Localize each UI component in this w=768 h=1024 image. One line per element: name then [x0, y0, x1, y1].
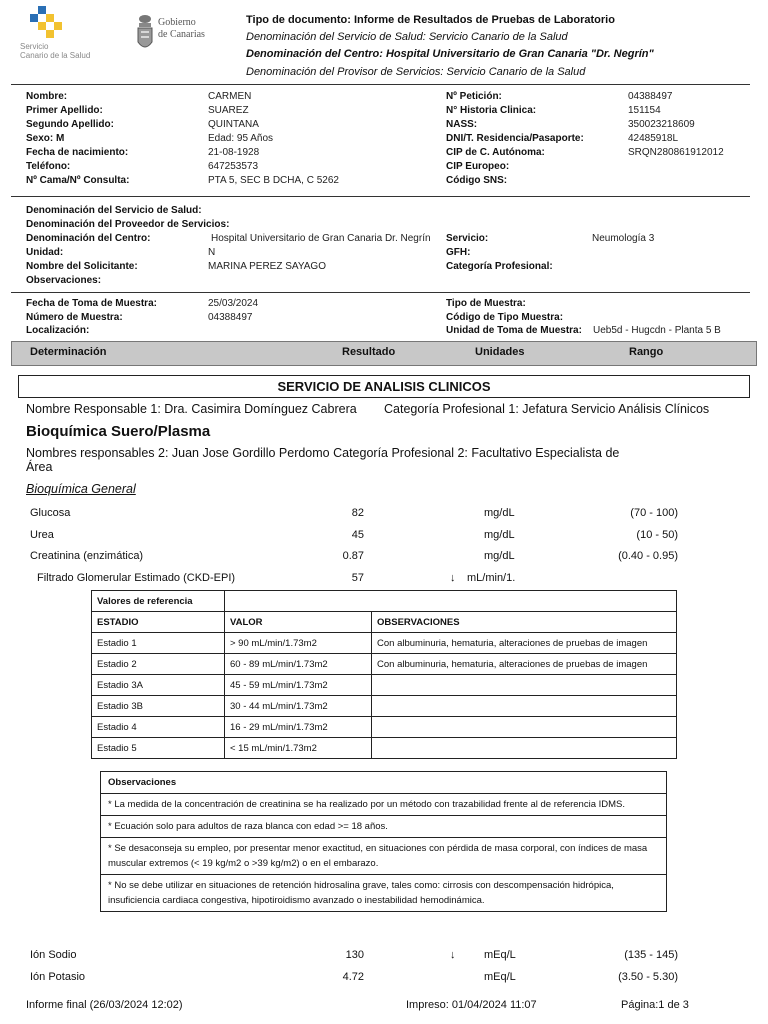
table-row — [101, 875, 667, 912]
unit-label: Unidad: — [26, 247, 64, 258]
requester-value: MARINA PEREZ SAYAGO — [208, 261, 326, 272]
patient-field-value: QUINTANA — [208, 119, 259, 130]
test-unit: mEq/L — [484, 971, 516, 983]
patient-field-label: Primer Apellido: — [26, 105, 103, 116]
divider — [11, 84, 750, 85]
page-number: Página:1 de 3 — [621, 999, 689, 1011]
gobierno-canarias-logo — [136, 12, 216, 56]
patient-field-value: 21-08-1928 — [208, 147, 260, 158]
test-name: Creatinina (enzimática) — [30, 550, 144, 562]
column-determinacion: Determinación — [30, 346, 107, 358]
table-row — [92, 633, 677, 654]
test-name: Urea — [30, 529, 54, 541]
patient-field-value: 151154 — [628, 105, 661, 116]
sample-number-label: Número de Muestra: — [26, 312, 123, 323]
test-name: Ión Potasio — [30, 971, 86, 983]
section-subtitle: Bioquímica Suero/Plasma — [26, 423, 211, 440]
table-cell: Estadio 4 — [92, 717, 225, 738]
table-cell: Estadio 3B — [92, 696, 225, 717]
table-row — [92, 696, 677, 717]
professional-category-1: Categoría Profesional 1: Jefatura Servicio Análisis Clínicos — [384, 402, 710, 416]
test-result: 82 — [351, 507, 364, 519]
table-cell — [372, 696, 677, 717]
test-result: 57 — [351, 572, 364, 584]
test-name: Ión Sodio — [30, 949, 77, 961]
test-range: (3.50 - 5.30) — [618, 971, 678, 983]
responsibles-2-line2: Área — [26, 460, 53, 474]
patient-field-label: Segundo Apellido: — [26, 119, 114, 130]
table-cell: 45 - 59 mL/min/1.73m2 — [225, 675, 372, 696]
gfh-label: GFH: — [446, 247, 471, 258]
patient-field-value: 04388497 — [628, 91, 673, 102]
table-cell — [225, 591, 372, 612]
test-name: Filtrado Glomerular Estimado (CKD-EPI) — [37, 572, 236, 584]
table-header: OBSERVACIONES — [372, 612, 677, 633]
logo-square — [54, 22, 62, 30]
sample-type-code-label: Código de Tipo Muestra: — [446, 312, 564, 323]
patient-field-value: 350023218609 — [628, 119, 695, 130]
test-range: (70 - 100) — [630, 507, 678, 519]
logo-square — [38, 6, 46, 14]
logo-square — [46, 14, 54, 22]
responsible-1: Nombre Responsable 1: Dra. Casimira Domínguez Cabrera — [26, 402, 357, 416]
document-type: Tipo de documento: Informe de Resultados de Pruebas de Laboratorio — [246, 14, 615, 26]
sample-date-value: 25/03/2024 — [208, 298, 259, 309]
patient-field-label: Nº Petición: — [446, 91, 502, 102]
table-header-row — [92, 612, 677, 633]
table-cell — [372, 717, 677, 738]
table-row — [92, 654, 677, 675]
unit-value: N — [208, 247, 216, 258]
professional-category-label: Categoría Profesional: — [446, 261, 553, 272]
table-cell — [372, 591, 677, 612]
observation-item: * Se desaconseja su empleo, por presentar menor exactitud, en situaciones con pérdida de masa corporal, con índices de masa muscular extremos (< 19 kg/m2 o >39 kg/m2) o en el embarazo. — [101, 838, 667, 875]
table-row — [92, 675, 677, 696]
patient-field-value: 647253573 — [208, 161, 259, 172]
center-value: Hospital Universitario de Gran Canaria Dr. Negrín — [211, 233, 431, 244]
logo-square — [38, 22, 46, 30]
test-range: (10 - 50) — [636, 529, 678, 541]
table-cell: Con albuminuria, hematuria, alteraciones de pruebas de imagen — [372, 654, 677, 675]
logo-square — [46, 30, 54, 38]
health-service-name: Denominación del Servicio de Salud: Servicio Canario de la Salud — [246, 31, 568, 43]
section-title: SERVICIO DE ANALISIS CLINICOS — [277, 379, 491, 394]
patient-field-label: NASS: — [446, 119, 478, 130]
requester-label: Nombre del Solicitante: — [26, 261, 138, 272]
sampling-unit-label: Unidad de Toma de Muestra: — [446, 325, 582, 336]
table-cell: Estadio 5 — [92, 738, 225, 759]
provider-label: Denominación del Proveedor de Servicios: — [26, 219, 230, 230]
low-flag-icon: ↓ — [450, 572, 456, 584]
servicio-canario-logo — [20, 6, 110, 62]
table-cell: 30 - 44 mL/min/1.73m2 — [225, 696, 372, 717]
servicio-logo-line1: Servicio — [20, 42, 49, 51]
test-result: 130 — [345, 949, 364, 961]
table-cell: > 90 mL/min/1.73m2 — [225, 633, 372, 654]
table-row — [92, 738, 677, 759]
table-row — [92, 717, 677, 738]
table-header: ESTADIO — [92, 612, 225, 633]
sample-type-label: Tipo de Muestra: — [446, 298, 526, 309]
low-flag-icon: ↓ — [450, 949, 456, 961]
table-cell: Estadio 3A — [92, 675, 225, 696]
gobierno-logo-line1: Gobierno — [158, 17, 196, 28]
table-row — [101, 772, 667, 794]
divider — [11, 292, 750, 293]
reference-values-table — [91, 590, 677, 759]
divider — [11, 196, 750, 197]
center-label: Denominación del Centro: — [26, 233, 151, 244]
table-cell — [372, 675, 677, 696]
sampling-unit-value: Ueb5d - Hugcdn - Planta 5 B — [593, 325, 721, 336]
patient-field-label: Sexo: M — [26, 133, 65, 144]
table-cell: Estadio 1 — [92, 633, 225, 654]
sample-date-label: Fecha de Toma de Muestra: — [26, 298, 157, 309]
results-column-header — [11, 341, 757, 366]
table-cell: Valores de referencia — [92, 591, 225, 612]
test-unit: mEq/L — [484, 949, 516, 961]
observations-label: Observaciones: — [26, 275, 102, 286]
patient-field-label: Nombre: — [26, 91, 68, 102]
test-result: 0.87 — [342, 550, 364, 562]
patient-field-value: Edad: 95 Años — [208, 133, 274, 144]
sample-number-value: 04388497 — [208, 312, 253, 323]
table-header: VALOR — [225, 612, 372, 633]
table-cell: < 15 mL/min/1.73m2 — [225, 738, 372, 759]
column-unidades: Unidades — [475, 346, 525, 358]
test-result: 45 — [351, 529, 364, 541]
gobierno-logo-line2: de Canarias — [158, 29, 205, 40]
table-cell: 60 - 89 mL/min/1.73m2 — [225, 654, 372, 675]
table-cell — [372, 738, 677, 759]
column-resultado: Resultado — [342, 346, 396, 358]
table-row — [101, 816, 667, 838]
patient-field-label: N° Historia Clinica: — [446, 105, 537, 116]
test-unit: mg/dL — [484, 507, 515, 519]
health-service-label: Denominación del Servicio de Salud: — [26, 205, 202, 216]
patient-field-value: 42485918L — [628, 133, 679, 144]
coat-of-arms-icon — [136, 14, 154, 54]
service-value: Neumología 3 — [592, 233, 655, 244]
logo-square — [30, 14, 38, 22]
patient-field-label: Código SNS: — [446, 175, 508, 186]
patient-field-label: DNI/T. Residencia/Pasaporte: — [446, 133, 584, 144]
patient-field-label: Nº Cama/Nº Consulta: — [26, 175, 130, 186]
provider-name: Denominación del Provisor de Servicios: Servicio Canario de la Salud — [246, 66, 586, 78]
patient-field-value: CARMEN — [208, 91, 252, 102]
section-title-box — [18, 375, 750, 398]
table-row — [101, 838, 667, 875]
observation-item: * No se debe utilizar en situaciones de retención hidrosalina grave, tales como: cirrosis con descompensación hidrópica, insuficiencia cardiaca congestiva, hipotiroidismo avanzado o inestabilidad hemodinámica. — [101, 875, 667, 912]
patient-field-value: SRQN280861912012 — [628, 147, 724, 158]
test-range: (0.40 - 0.95) — [618, 550, 678, 562]
patient-field-value: PTA 5, SEC B DCHA, C 5262 — [208, 175, 339, 186]
table-cell: Con albuminuria, hematuria, alteraciones de pruebas de imagen — [372, 633, 677, 654]
responsibles-2-line1: Nombres responsables 2: Juan Jose Gordillo Perdomo Categoría Profesional 2: Facultativo Especialista de — [26, 446, 620, 460]
table-row — [92, 591, 677, 612]
patient-field-label: CIP Europeo: — [446, 161, 510, 172]
patient-field-label: Fecha de nacimiento: — [26, 147, 129, 158]
test-group-title: Bioquímica General — [26, 482, 136, 496]
servicio-logo-line2: Canario de la Salud — [20, 51, 91, 60]
table-cell: 16 - 29 mL/min/1.73m2 — [225, 717, 372, 738]
patient-field-label: Teléfono: — [26, 161, 71, 172]
observation-item: * Ecuación solo para adultos de raza blanca con edad >= 18 años. — [101, 816, 667, 838]
test-result: 4.72 — [342, 971, 364, 983]
test-unit: mL/min/1. — [467, 572, 516, 584]
column-rango: Rango — [629, 346, 664, 358]
test-name: Glucosa — [30, 507, 71, 519]
final-report-date: Informe final (26/03/2024 12:02) — [26, 999, 183, 1011]
printed-date: Impreso: 01/04/2024 11:07 — [406, 999, 537, 1011]
observation-item: * La medida de la concentración de creatinina se ha realizado por un método con trazabilidad frente al de referencia IDMS. — [101, 794, 667, 816]
test-range: (135 - 145) — [624, 949, 678, 961]
center-name: Denominación del Centro: Hospital Universitario de Gran Canaria "Dr. Negrín" — [246, 48, 654, 60]
observations-table — [100, 771, 667, 912]
patient-field-value: SUAREZ — [208, 105, 249, 116]
service-label: Servicio: — [446, 233, 489, 244]
patient-field-label: CIP de C. Autónoma: — [446, 147, 545, 158]
test-unit: mg/dL — [484, 550, 515, 562]
observations-title: Observaciones — [101, 772, 667, 794]
location-label: Localización: — [26, 325, 90, 336]
table-cell: Estadio 2 — [92, 654, 225, 675]
test-unit: mg/dL — [484, 529, 515, 541]
table-row — [101, 794, 667, 816]
